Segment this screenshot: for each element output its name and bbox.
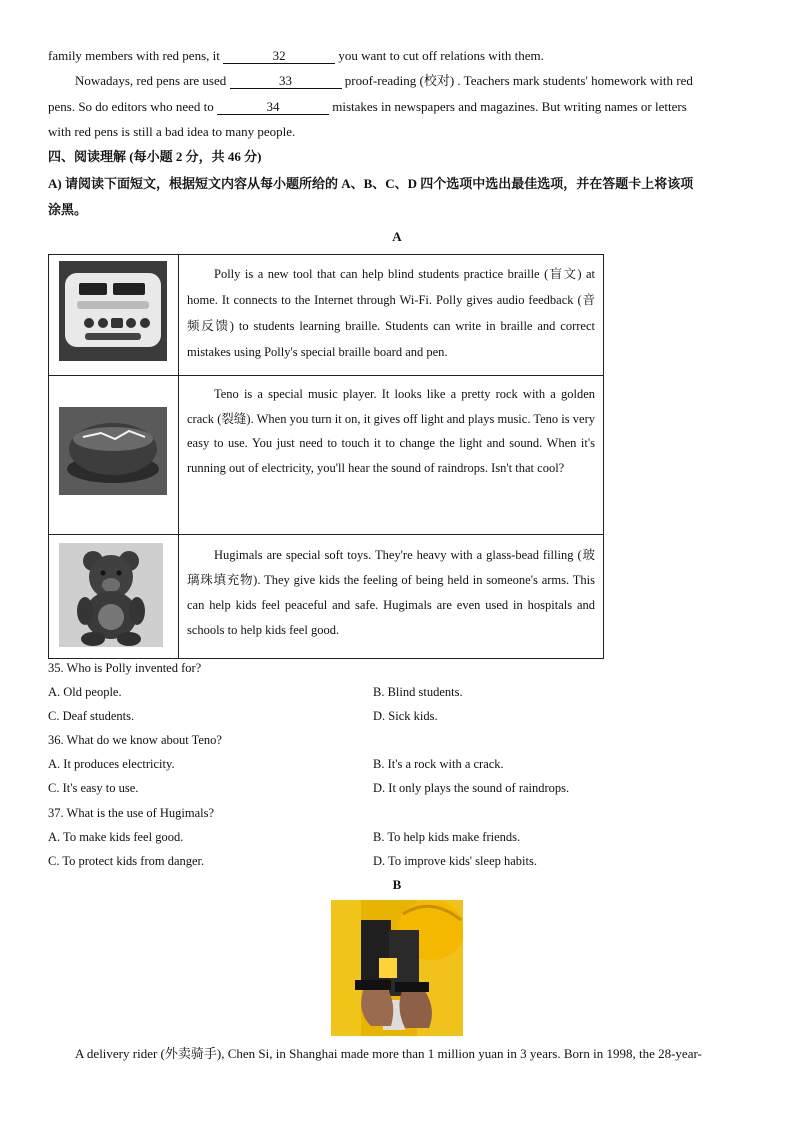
option-37-d[interactable]: D. To improve kids' sleep habits.	[373, 854, 537, 868]
option-35-d[interactable]: D. Sick kids.	[373, 709, 438, 723]
hugimals-text: Hugimals are special soft toys. They're heavy with a glass-bead filling (玻璃珠填充物). They give kids the feeling of being held in someone's arms. This can help kids feel peaceful and safe. Hugimals are even used in hospitals and schools to help kids feel good.	[179, 535, 604, 659]
question-37: 37. What is the use of Hugimals?	[48, 806, 215, 820]
table-row	[49, 376, 604, 535]
option-36-d[interactable]: D. It only plays the sound of raindrops.	[373, 781, 570, 795]
blank-34: 34	[217, 99, 329, 115]
option-36-a[interactable]: A. It produces electricity.	[48, 757, 175, 771]
section-heading: 四、阅读理解 (每小题 2 分，共 46 分)	[48, 149, 262, 164]
table-row	[49, 255, 604, 376]
teddy-bear-image	[59, 543, 163, 647]
cloze-line-4: with red pens is still a bad idea to many people.	[48, 124, 296, 139]
passage-a-label: A	[392, 229, 402, 244]
option-37-a[interactable]: A. To make kids feel good.	[48, 830, 184, 844]
option-35-b[interactable]: B. Blind students.	[373, 685, 463, 699]
polly-text: Polly is a new tool that can help blind students practice braille (盲文) at home. It connects to the Internet through Wi-Fi. Polly gives audio feedback (音频反馈) to students learning braille. Students can write in braille and correct mistakes using Polly's special braille board and pen.	[179, 255, 604, 376]
option-37-b[interactable]: B. To help kids make friends.	[373, 830, 521, 844]
cloze-line-1: family members with red pens, it 32 you want to cut off relations with them.	[48, 48, 544, 63]
blank-33: 33	[230, 73, 342, 89]
table-row	[49, 535, 604, 659]
passage-b-label: B	[392, 877, 402, 892]
rock-speaker-image	[59, 407, 167, 495]
option-36-c[interactable]: C. It's easy to use.	[48, 781, 139, 795]
question-36: 36. What do we know about Teno?	[48, 733, 222, 747]
passage-a-table	[48, 254, 604, 659]
option-37-c[interactable]: C. To protect kids from danger.	[48, 854, 205, 868]
question-35: 35. Who is Polly invented for?	[48, 661, 202, 675]
passage-b-first-line: A delivery rider (外卖骑手), Chen Si, in Shanghai made more than 1 million yuan in 3 years. Born in 1998, the 28-year-	[75, 1046, 702, 1061]
section-instruction: A) 请阅读下面短文，根据短文内容从每小题所给的 A、B、C、D 四个选项中选出最佳选项，并在答题卡上将该项	[48, 176, 694, 191]
option-36-b[interactable]: B. It's a rock with a crack.	[373, 757, 504, 771]
cloze-line-3: pens. So do editors who need to 34 mistakes in newspapers and magazines. But writing names or letters	[48, 99, 687, 114]
delivery-rider-photo	[331, 900, 463, 1036]
braille-device-image	[59, 261, 167, 361]
option-35-a[interactable]: A. Old people.	[48, 685, 122, 699]
cloze-line-2: Nowadays, red pens are used 33 proof-reading (校对) . Teachers mark students' homework with red	[75, 73, 693, 88]
teno-text: Teno is a special music player. It looks like a pretty rock with a golden crack (裂缝). When you turn it on, it gives off light and plays music. Teno is very easy to use. You just need to touch it to change the light and sound. When it's running out of electricity, you'll hear the sound of raindrops. Isn't that cool?	[179, 376, 604, 535]
blank-32: 32	[223, 48, 335, 64]
section-instruction-cont: 涂黑。	[48, 202, 88, 217]
option-35-c[interactable]: C. Deaf students.	[48, 709, 135, 723]
